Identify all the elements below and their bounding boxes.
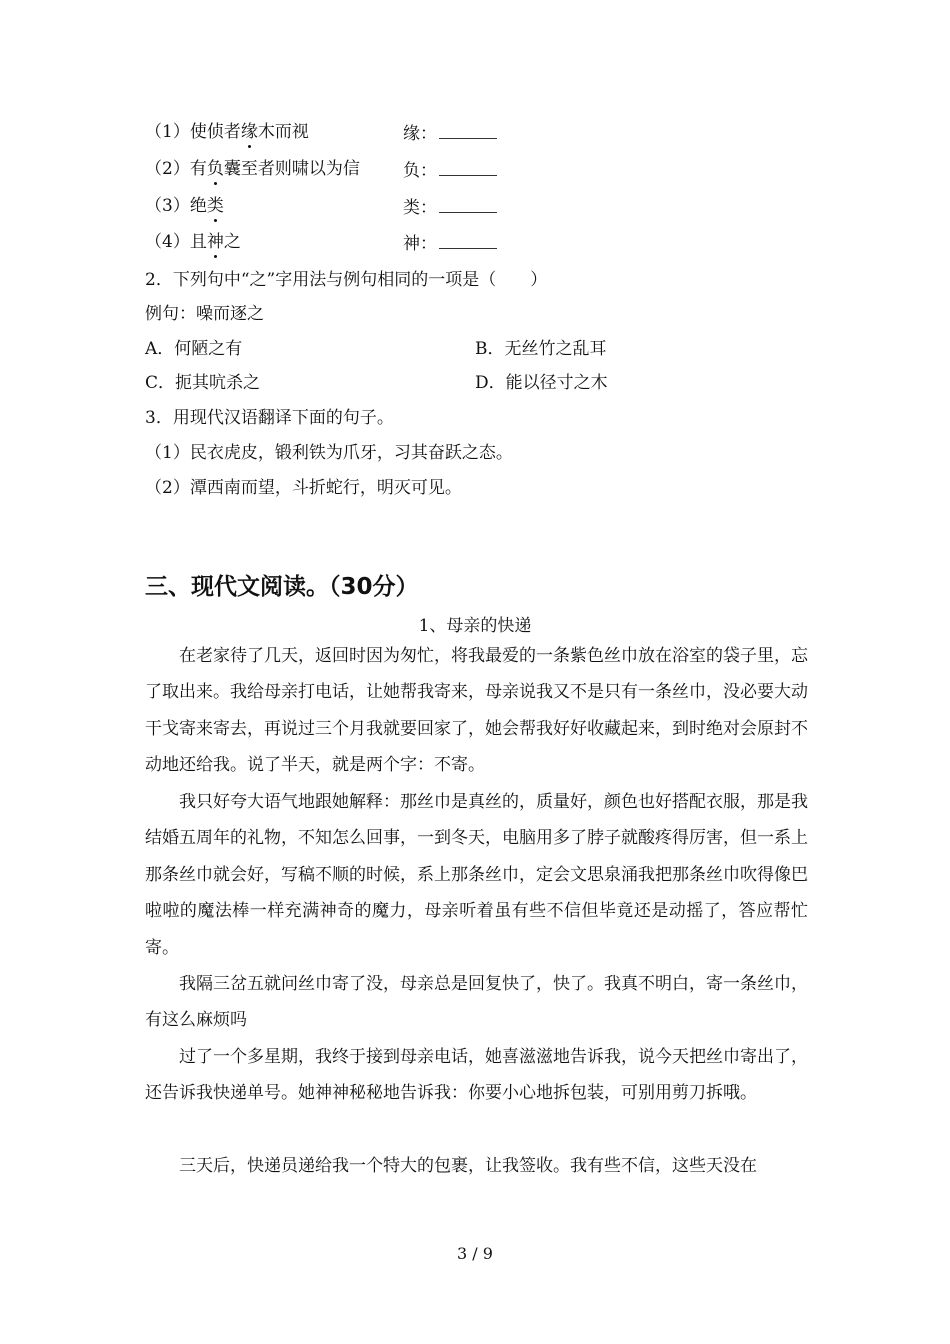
answer-blank[interactable] xyxy=(439,124,497,139)
vocab-num: （1） xyxy=(145,122,190,142)
marked-char: 缘 xyxy=(240,122,258,142)
vocab-num: （3） xyxy=(145,196,190,216)
marked-char: 类 xyxy=(206,196,224,216)
answer-blank[interactable] xyxy=(439,161,497,176)
vocab-num: （4） xyxy=(145,232,190,252)
answer-blank[interactable] xyxy=(439,198,497,213)
marked-char: 神 xyxy=(206,232,224,252)
section-heading: 三、现代文阅读。（30分） xyxy=(145,574,419,600)
translate-sentence-2: （2）潭西南而望，斗折蛇行，明灭可见。 xyxy=(145,478,462,498)
vocab-num: （2） xyxy=(145,159,190,179)
passage-paragraph-3: 我隔三岔五就问丝巾寄了没，母亲总是回复快了，快了。我真不明白，寄一条丝巾，有这么麻烦吗 xyxy=(145,974,808,1031)
option-a[interactable]: A．何陋之有 xyxy=(145,339,243,359)
translate-sentence-1: （1）民衣虎皮，锻利铁为爪牙，习其奋跃之态。 xyxy=(145,443,513,463)
option-c[interactable]: C．扼其吭杀之 xyxy=(145,373,261,393)
answer-key: 神： xyxy=(403,234,437,254)
passage-paragraph-4: 过了一个多星期，我终于接到母亲电话，她喜滋滋地告诉我，说今天把丝巾寄出了，还告诉我快递单号。她神神秘秘地告诉我：你要小心地拆包装，可别用剪刀拆哦。 xyxy=(145,1047,808,1104)
page-number: 3 / 9 xyxy=(457,1244,493,1263)
vocab-text: 有 xyxy=(189,159,207,179)
question-2-stem: 2．下列句中“之”字用法与例句相同的一项是（ ） xyxy=(145,270,548,290)
vocab-text: 绝 xyxy=(189,196,207,216)
answer-key: 类： xyxy=(403,198,437,218)
vocab-text: 使侦者 xyxy=(189,122,241,142)
passage-title: 1、母亲的快递 xyxy=(418,616,532,636)
vocab-text: 木而视 xyxy=(257,122,309,142)
answer-key: 负： xyxy=(403,161,437,181)
vocab-text: 且 xyxy=(189,232,207,252)
vocab-text: 囊至者则啸以为信 xyxy=(223,159,360,179)
question-2-example: 例句：噪而逐之 xyxy=(145,304,264,324)
vocab-text: 之 xyxy=(223,232,241,252)
passage-paragraph-1: 在老家待了几天，返回时因为匆忙，将我最爱的一条紫色丝巾放在浴室的袋子里，忘了取出来。我给母亲打电话，让她帮我寄来，母亲说我又不是只有一条丝巾，没必要大动干戈寄来寄去，再说过三个月我就要回家了，她会帮我好好收藏起来，到时绝对会原封不动地还给我。说了半天，就是两个字：不寄。 xyxy=(145,646,808,776)
option-b[interactable]: B．无丝竹之乱耳 xyxy=(475,339,607,359)
answer-key: 缘： xyxy=(403,124,437,144)
answer-blank[interactable] xyxy=(439,234,497,249)
option-d[interactable]: D．能以径寸之木 xyxy=(475,373,608,393)
marked-char: 负 xyxy=(206,159,224,179)
question-3-stem: 3．用现代汉语翻译下面的句子。 xyxy=(145,408,394,428)
passage-paragraph-2: 我只好夸大语气地跟她解释：那丝巾是真丝的，质量好，颜色也好搭配衣服，那是我结婚五周年的礼物，不知怎么回事，一到冬天，电脑用多了脖子就酸疼得厉害，但一系上那条丝巾就会好，写稿不顺的时候，系上那条丝巾，定会文思泉涌我把那条丝巾吹得像巴啦啦的魔法棒一样充满神奇的魔力，母亲听着虽有些不信但毕竟还是动摇了，答应帮忙寄。 xyxy=(145,792,808,958)
passage-paragraph-5: 三天后，快递员递给我一个特大的包裹，让我签收。我有些不信，这些天没在 xyxy=(179,1156,757,1176)
